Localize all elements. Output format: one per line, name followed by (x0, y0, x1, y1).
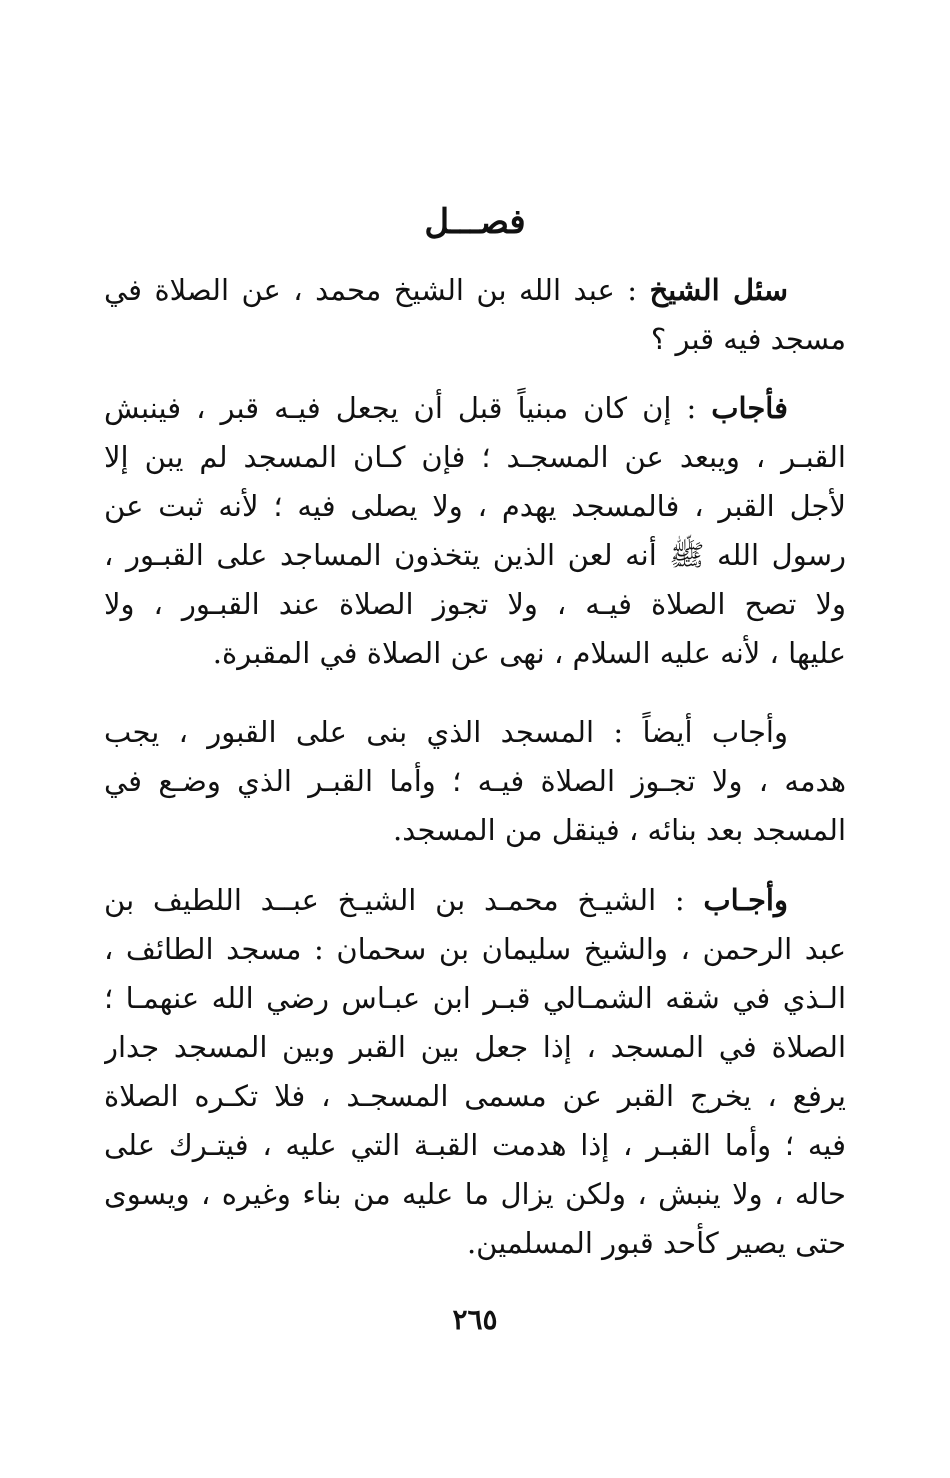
page-number: ٢٦٥ (452, 1303, 498, 1336)
question-paragraph (104, 266, 846, 364)
paragraph-line: ولا تصح الصلاة فيـه ، ولا تجوز الصلاة عند القبـور ، ولا (104, 587, 846, 621)
paragraph-line (104, 384, 846, 433)
paragraph-line: يرفع ، يخرج القبر عن مسمى المسجـد ، فلا تكـره الصلاة (104, 1079, 846, 1113)
paragraph-line: القبـر ، ويبعد عن المسجـد ؛ فإن كـان المسجد لم يبن إلا (104, 440, 846, 474)
line-text: : عبد الله بن الشيخ محمد ، عن الصلاة في (104, 273, 650, 307)
paragraph-lead: سئل الشيخ (649, 273, 789, 307)
line-text: : إن كان مبنياً قبل أن يجعل فيـه قبر ، فينبش (104, 391, 712, 425)
line-text: : الشيـخ محمـد بن الشيـخ عبــد اللطيف بن (104, 883, 704, 917)
paragraph-lead: فأجاب (711, 391, 788, 425)
paragraph-line: عبد الرحمن ، والشيخ سليمان بن سحمان : مسجد الطائف ، (104, 932, 846, 966)
paragraph-line: وأجاب أيضاً : المسجد الذي بنى على القبور ، يجب (104, 715, 788, 749)
paragraph-line: المسجد بعد بنائه ، فينقل من المسجد. (393, 813, 846, 847)
paragraph-line: حتى يصير كأحد قبور المسلمين. (466, 1226, 846, 1260)
answer-paragraph (104, 708, 846, 855)
answer-paragraph (104, 876, 846, 1268)
paragraph-line: عليها ، لأنه عليه السلام ، نهى عن الصلاة في المقبرة. (212, 636, 846, 670)
paragraph-line: رسول الله ﷺ أنه لعن الذين يتخذون المساجد على القبـور ، (104, 538, 846, 572)
section-heading: فصـــل (424, 202, 526, 242)
paragraph-line: فيه ؛ وأما القبـر ، إذا هدمت القبـة التي عليه ، فيتـرك على (104, 1128, 846, 1162)
paragraph-line: الصلاة في المسجد ، إذا جعل بين القبر وبين المسجد جدار (104, 1030, 846, 1064)
paragraph-line: لأجل القبر ، فالمسجد يهدم ، ولا يصلى فيه ؛ لأنه ثبت عن (104, 489, 846, 523)
paragraph-line (104, 266, 846, 315)
paragraph-line: الـذي في شقه الشمـالي قبـر ابن عبـاس رضي الله عنهمـا ؛ (104, 981, 846, 1015)
paragraph-lead: وأجـاب (703, 883, 788, 917)
paragraph-line: حاله ، ولا ينبش ، ولكن يزال ما عليه من بناء وغيره ، ويسوى (104, 1177, 846, 1211)
paragraph-line: هدمه ، ولا تجـوز الصلاة فيـه ؛ وأما القبـر الذي وضـع في (104, 764, 846, 798)
paragraph-line: مسجد فيه قبر ؟ (650, 322, 846, 356)
paragraph-line (104, 876, 846, 925)
answer-paragraph (104, 384, 846, 678)
